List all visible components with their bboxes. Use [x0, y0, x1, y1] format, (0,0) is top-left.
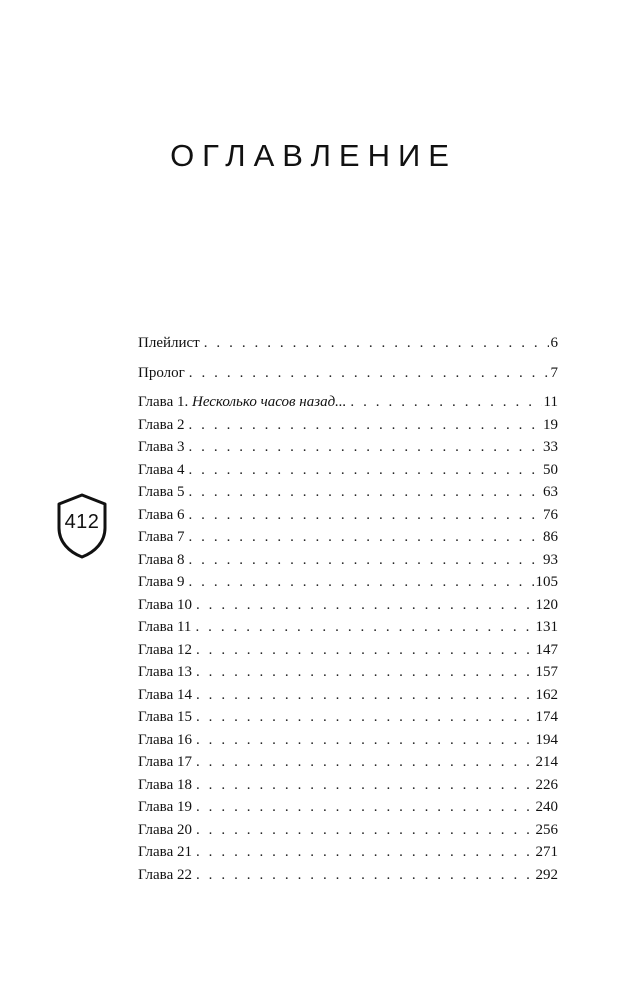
toc-entry[interactable] [138, 332, 558, 355]
toc-entry-title: Глава 12 [138, 641, 192, 658]
toc-entry-page-number: 240 [535, 799, 558, 815]
toc-entry[interactable] [138, 594, 558, 617]
toc-entry[interactable] [138, 639, 558, 662]
dot-leader [350, 391, 541, 414]
toc-entry-title: Глава 22 [138, 866, 192, 883]
toc-entry-title: Пролог [138, 364, 185, 381]
toc-entry-page-number: 147 [535, 641, 558, 658]
toc-entry-label [138, 729, 192, 752]
toc-entry[interactable] [138, 616, 558, 639]
toc-entry-page-number: 226 [535, 776, 558, 793]
dot-leader [196, 639, 534, 662]
dot-leader [204, 332, 549, 355]
toc-entry-title: Глава 3 [138, 439, 185, 455]
toc-entry-page-number: 19 [543, 416, 558, 433]
toc-entry-page-number: 76 [543, 506, 558, 523]
toc-entry-label [138, 796, 192, 819]
toc-entry[interactable] [138, 391, 558, 414]
toc-entry-label [138, 594, 192, 617]
toc-entry-label [138, 459, 184, 482]
toc-entry-title: Глава 20 [138, 821, 192, 838]
dot-leader [196, 661, 534, 684]
toc-entry-subtitle: Несколько часов назад... [191, 394, 347, 410]
toc-entry[interactable] [138, 661, 558, 684]
toc-entry[interactable] [138, 549, 558, 572]
dot-leader [189, 362, 549, 385]
dot-leader [188, 414, 541, 437]
toc-entry-title: Глава 4 [138, 461, 185, 478]
toc-entry-page-number: 194 [535, 731, 558, 748]
toc-entry-label [138, 414, 184, 437]
toc-entry-title: Глава 14 [138, 686, 192, 703]
dot-leader [188, 459, 541, 482]
toc-entry-label [138, 774, 192, 797]
dot-leader [196, 684, 534, 707]
toc-entry-page-number: 6 [550, 335, 558, 351]
page-title: ОГЛАВЛЕНИЕ [170, 138, 457, 173]
toc-entry-label [138, 571, 184, 594]
toc-entry-title: Глава 10 [138, 596, 192, 613]
toc-entry-label [138, 549, 184, 572]
toc-entry[interactable] [138, 414, 558, 437]
toc-entry-title: Глава 5 [138, 484, 185, 500]
dot-leader [188, 526, 541, 549]
toc-entry-label [138, 864, 192, 887]
toc-entry-page-number: 131 [535, 619, 558, 635]
toc-entry[interactable] [138, 526, 558, 549]
toc-entry-title: Глава 18 [138, 776, 192, 793]
toc-entry-title: Глава 17 [138, 754, 192, 770]
toc-entry[interactable] [138, 481, 558, 504]
toc-entry-title: Плейлист [138, 335, 200, 351]
toc-entry-page-number: 63 [543, 484, 558, 500]
toc-entry-label [138, 362, 185, 385]
toc-entry-label [138, 504, 184, 527]
toc-entry-title: Глава 21 [138, 844, 192, 860]
toc-entry[interactable] [138, 841, 558, 864]
toc-entry-title: Глава 19 [138, 799, 192, 815]
dot-leader [188, 504, 541, 527]
dot-leader [188, 571, 533, 594]
dot-leader [196, 841, 534, 864]
toc-entry[interactable] [138, 459, 558, 482]
toc-entry-title: Глава 2 [138, 416, 185, 433]
toc-entry-label [138, 526, 184, 549]
toc-entry-page-number: 11 [543, 394, 558, 410]
dot-leader [196, 774, 534, 797]
dot-leader [196, 751, 534, 774]
dot-leader [188, 549, 541, 572]
page-number-badge [53, 492, 111, 560]
toc-entry[interactable] [138, 774, 558, 797]
toc-entry-page-number: 33 [543, 439, 558, 455]
toc-entry-page-number: 214 [535, 754, 558, 770]
toc-entry-page-number: 120 [535, 596, 558, 613]
toc-entry-page-number: 271 [535, 844, 558, 860]
table-of-contents [138, 332, 558, 886]
dot-leader [196, 819, 534, 842]
toc-entry-page-number: 162 [535, 686, 558, 703]
toc-entry-title: Глава 1. [138, 394, 189, 410]
toc-entry-page-number: 86 [543, 529, 558, 545]
toc-entry-label [138, 332, 200, 355]
toc-entry[interactable] [138, 684, 558, 707]
toc-entry-page-number: 174 [535, 709, 558, 725]
toc-entry-label [138, 706, 192, 729]
toc-entry-page-number: 50 [543, 461, 558, 478]
toc-entry-title: Глава 15 [138, 709, 192, 725]
dot-leader [188, 436, 541, 459]
toc-entry-title: Глава 8 [138, 551, 185, 568]
toc-entry[interactable] [138, 504, 558, 527]
dot-leader [188, 481, 541, 504]
toc-entry-title: Глава 13 [138, 664, 192, 680]
toc-entry-title: Глава 16 [138, 731, 192, 748]
toc-entry-label [138, 639, 192, 662]
toc-entry[interactable] [138, 706, 558, 729]
toc-entry[interactable] [138, 571, 558, 594]
toc-entry[interactable] [138, 819, 558, 842]
dot-leader [196, 729, 534, 752]
dot-leader [196, 796, 534, 819]
page-number: 412 [64, 511, 100, 533]
toc-entry-title: Глава 6 [138, 506, 185, 523]
toc-entry-label [138, 481, 184, 504]
toc-entry-page-number: 256 [535, 821, 558, 838]
toc-entry-label [138, 819, 192, 842]
dot-leader [196, 864, 534, 887]
toc-entry-title: Глава 9 [138, 574, 185, 590]
toc-entry-label [138, 841, 192, 864]
toc-entry-label [138, 391, 346, 414]
dot-leader [196, 706, 534, 729]
toc-entry-title: Глава 7 [138, 529, 185, 545]
toc-entry-label [138, 751, 192, 774]
toc-entry[interactable] [138, 864, 558, 887]
toc-entry[interactable] [138, 796, 558, 819]
dot-leader [195, 616, 533, 639]
toc-entry[interactable] [138, 751, 558, 774]
toc-entry-page-number: 105 [535, 574, 558, 590]
toc-entry[interactable] [138, 436, 558, 459]
dot-leader [196, 594, 534, 617]
toc-entry-page-number: 7 [550, 364, 558, 381]
toc-entry-title: Глава 11 [138, 619, 192, 635]
toc-entry-label [138, 684, 192, 707]
toc-entry[interactable] [138, 729, 558, 752]
toc-entry[interactable] [138, 362, 558, 385]
toc-entry-page-number: 93 [543, 551, 558, 568]
toc-entry-label [138, 616, 191, 639]
toc-entry-page-number: 157 [535, 664, 558, 680]
toc-entry-label [138, 661, 192, 684]
toc-entry-page-number: 292 [535, 866, 558, 883]
toc-entry-label [138, 436, 184, 459]
